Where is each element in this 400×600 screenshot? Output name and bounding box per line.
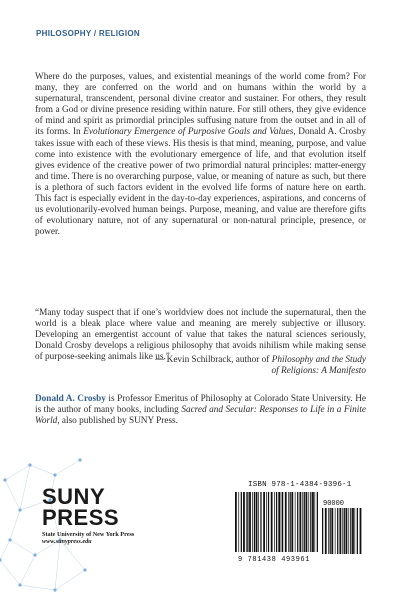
blurb-paragraph [35,72,366,238]
book-title: Evolutionary Emergence of Purposive Goals and Values, [83,127,296,138]
publisher-url: www.sunypress.edu [42,538,92,545]
author-bio-book: Sacred and Secular: Responses to Life in a Finite World [35,405,366,427]
barcode-bar [291,492,293,552]
logo-press: PRESS [42,505,120,530]
barcode-number: 9 781438 493961 [238,556,311,564]
attribution-prefix: — Kevin Schilbrack, author of [155,355,272,365]
barcode-bar [297,492,298,552]
barcode-bar [288,492,289,552]
barcode-bar [246,492,247,552]
barcode-bar [278,492,280,552]
barcode-bar [235,492,237,552]
author-bio-text-1: is Professor Emeritus of Philosophy at Colorado State University. He is the author of many books, including [35,394,366,416]
barcode-bar [249,492,251,552]
endorsement-attribution [146,355,366,377]
barcode-bar [254,492,255,552]
barcode-bar [281,492,282,552]
barcode-bar [295,492,296,552]
barcode-bar [263,492,265,552]
price-addon-barcode [322,508,362,564]
barcode-bar [241,492,242,552]
barcode-bar [252,492,253,552]
barcode-bar [360,508,362,554]
barcode-bar [335,508,336,554]
barcode-bar [328,508,329,554]
author-bio [35,394,366,427]
attribution-work: Philosophy and the Study of Religions: A Manifesto [271,355,366,377]
barcode-bar [308,492,309,552]
barcode-bar [285,492,287,552]
barcode-bar [243,492,245,552]
barcode-bar [354,508,355,554]
barcode-bar [282,492,283,552]
endorsement-quote: “Many today suspect that if one’s worldview does not include the supernatural, then the world is a bleak place where value and meaning are merely subjective or illusory. Developing an emergentist account of value that takes the natural sciences seriously, Donald Crosby develops a religious philosophy that avoids nihilism while making sense of purpose-seeking animals like us.” [35,308,366,363]
barcode-bar [306,492,308,552]
barcode-bar [350,508,351,554]
barcode-bar [348,508,349,554]
barcode-bar [260,492,261,552]
barcode-bar [274,492,275,552]
barcode-bar [352,508,354,554]
logo-suny: SUNY [42,484,106,509]
barcode-bar [337,508,338,554]
ean-barcode [235,492,319,554]
barcode-bar [247,492,248,552]
barcode-bar [325,508,327,554]
barcode-bar [342,508,343,554]
barcode-bar [276,492,277,552]
barcode-bar [290,492,291,552]
barcode-bar [339,508,341,554]
barcode-bar [299,492,301,552]
barcode-bar [258,492,259,552]
barcode-bar [312,492,314,552]
barcode-bar [322,508,323,554]
blurb-text-1: Where do the purposes, values, and existential meanings of the world come from? For many, they are conferred on the world and on humans within the world by a supernatural, transcendent, personal divine creator and sustainer. For others, they result from a God or divine presence residing within nature. For still others, they give evidence of mind and spirit as primordial principles suffusing nature from the outset and in all of its forms. In [35,72,366,138]
author-bio-text-2: , also published by SUNY Press. [57,416,178,427]
barcode-bar [256,492,258,552]
barcode-bar [331,508,333,554]
barcode-bar [317,492,318,552]
barcode-bar [344,508,345,554]
barcode-bar [302,492,303,552]
barcode-bar [314,492,315,552]
price-code: 90000 [323,500,345,508]
barcode-bar [271,492,273,552]
barcode-bar [266,492,267,552]
barcode-bar [357,508,358,554]
publisher-name: State University of New York Press [42,531,135,538]
barcode-bar [268,492,269,552]
barcode-bar [238,492,239,552]
barcode-bar [310,492,311,552]
blurb-text-2: Donald A. Crosby takes issue with each of these views. His thesis is that mind, meaning, purpose, and value come into existence with the evolutionary emergence of life, and that evolution itself gives evidence of the creative power of two primordial natural principles: matter-energy and time. There is no overarching purpose, value, or meaning of nature as such, but there is a plethora of such factors evident in the evolved life forms of nature here on earth. This fact is especially evident in the day-to-day experiences, aspirations, and concerns of us evolutionarily-evolved human beings. Purpose, meaning, and value are therefore gifts of evolutionary nature, not of any supernatural or non-natural principle, presence, or power. [35,127,366,238]
barcode-bar [330,508,331,554]
author-name: Donald A. Crosby [35,394,106,404]
isbn-text: ISBN 978-1-4384-9396-1 [248,481,352,489]
suny-press-logo [42,486,212,545]
category-label: PHILOSOPHY / RELIGION [36,29,140,38]
barcode-bar [304,492,305,552]
barcode-bar [346,508,348,554]
